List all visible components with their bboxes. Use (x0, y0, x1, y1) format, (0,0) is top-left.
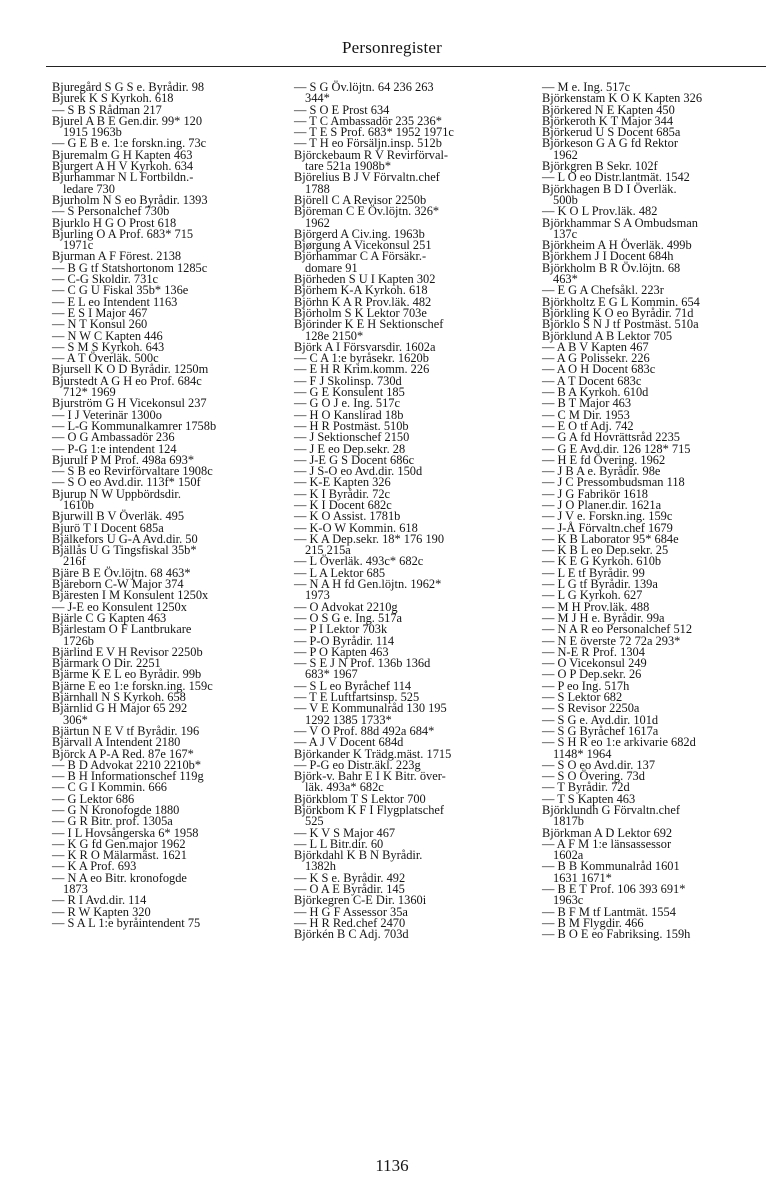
register-entry-line: — A B V Kapten 467 (542, 339, 649, 354)
register-entry-line: Bjärlestam O F Lantbrukare (52, 622, 192, 637)
register-entry-line: Bjärne E eo 1:e forskn.ing. 159c (52, 678, 213, 693)
register-entry-line: 306* (63, 712, 88, 727)
register-entry-line: — O Vicekonsul 249 (542, 656, 647, 671)
register-entry-line: — J V e. Forskn.ing. 159c (542, 509, 673, 524)
register-entry-line: — G N Kronofogde 1880 (52, 803, 180, 817)
register-entry-line: Björkblom T S Lektor 700 (294, 791, 426, 806)
register-entry-line: — S M S Kyrkoh. 643 (52, 339, 165, 354)
register-entry-line: — M J H e. Byrådir. 99a (542, 610, 665, 625)
register-entry-line: Björkholtz E G L Kommin. 654 (542, 294, 700, 309)
register-entry-line: Bjurwill B V Överläk. 495 (52, 509, 185, 524)
register-entry-line: — N A R eo Personalchef 512 (542, 622, 693, 637)
register-entry-line: Björkheim A H Överläk. 499b (542, 238, 692, 253)
register-entry-line: 1788 (305, 181, 330, 196)
register-entry-line: — K R O Mälarmäst. 1621 (52, 848, 187, 863)
register-entry-line: Bjurel A B E Gen.dir. 99* 120 (52, 113, 203, 128)
register-entry-line: Bjärle C G Kapten 463 (52, 610, 167, 625)
register-entry-line: Björkegren C-E Dir. 1360i (294, 893, 427, 908)
register-entry-line: — A T Överläk. 500c (52, 351, 159, 366)
register-entry-line: — V O Prof. 88d 492a 684* (294, 723, 435, 738)
register-entry-line: Bjurulf P M Prof. 498a 693* (52, 452, 195, 467)
register-entry-line: — A F M 1:e länsassessor (542, 836, 672, 851)
register-entry-line: — C-G Skoldir. 731c (52, 272, 159, 287)
register-entry-line: — L Överläk. 493c* 682c (294, 554, 424, 569)
register-entry-line: 1915 1963b (63, 125, 122, 140)
register-entry-line: Bjurling O A Prof. 683* 715 (52, 226, 194, 241)
register-entry-line: — S E J N Prof. 136b 136d (294, 656, 431, 671)
register-column-3 (542, 82, 778, 941)
register-entry-line: Björkered N E Kapten 450 (542, 102, 675, 117)
register-entry-line: Bjurström G H Vicekonsul 237 (52, 396, 207, 411)
register-entry-line: — S G e. Avd.dir. 101d (542, 712, 659, 727)
register-entry-line: Björkhammar S A Ombudsman (542, 215, 698, 230)
register-entry-line: Bjurklo H G O Prost 618 (52, 215, 177, 230)
register-entry-line: — S Revisor 2250a (542, 701, 640, 716)
register-entry-line: Bjälkefors U G-A Avd.dir. 50 (52, 531, 198, 546)
register-entry-line: — I J Veterinär 1300o (52, 407, 162, 422)
register-entry-line: — L E tf Byrådir. 99 (542, 565, 645, 580)
register-entry-line: — S O E Prost 634 (294, 102, 390, 117)
register-entry-line: — J E eo Dep.sekr. 28 (294, 441, 406, 456)
register-entry-line: 1963c (553, 893, 584, 908)
register-entry-line: — H R Red.chef 2470 (294, 915, 406, 930)
register-entry-line: Bjurman A F Förest. 2138 (52, 249, 182, 264)
register-entry-line: 137c (553, 226, 578, 241)
register-entry-line: — B F M tf Lantmät. 1554 (542, 904, 676, 919)
register-entry-line: — S G Byråchef 1617a (542, 723, 659, 738)
register-entry-line: Björkeson G A G fd Rektor (542, 136, 678, 151)
register-entry-line: Bjurholm N S eo Byrådir. 1393 (52, 192, 208, 207)
register-entry-line: — P-O Byrådir. 114 (294, 633, 395, 648)
register-entry-line: — J C Pressombudsman 118 (542, 475, 685, 490)
register-entry-line: Björkerud U S Docent 685a (542, 125, 681, 140)
register-entry-line: Björkgren B Sekr. 102f (542, 159, 658, 174)
register-entry-line: Björholm S K Lektor 703e (294, 305, 427, 320)
register-entry-line: 683* 1967 (305, 667, 358, 682)
register-entry-line: — E S I Major 467 (52, 305, 148, 320)
register-column-1 (52, 82, 288, 929)
register-entry-line: — S G Öv.löjtn. 64 236 263 (294, 80, 434, 94)
register-entry-line: Bjäre B E Öv.löjtn. 68 463* (52, 565, 191, 580)
register-entry-line: Bjärtun N E V tf Byrådir. 196 (52, 723, 200, 738)
register-entry-line: — J B A e. Byrådir. 98e (542, 464, 661, 479)
register-entry-line: 1382h (305, 859, 336, 874)
register-entry-line: — K O Assist. 1781b (294, 509, 401, 524)
register-entry-line: Björgerd A Civ.ing. 1963b (294, 226, 425, 241)
register-entry-line: 344* (305, 91, 330, 106)
register-entry-line: — J S-O eo Avd.dir. 150d (294, 464, 423, 479)
register-entry-line: — S O eo Avd.dir. 137 (542, 757, 656, 772)
register-entry-line: — G E Avd.dir. 126 128* 715 (542, 441, 691, 456)
register-entry-line: Björinder K E H Sektionschef (294, 317, 444, 332)
register-entry-line: Björkhem J I Docent 684h (542, 249, 674, 264)
register-entry-line: — T E Luftfartsinsp. 525 (294, 690, 420, 705)
register-entry-line: läk. 493a* 682c (305, 780, 384, 795)
register-entry-line: Bjurhammar N L Fortbildn.- (52, 170, 194, 185)
register-entry-line: — E L eo Intendent 1163 (52, 294, 178, 309)
register-entry-line: Bjällås U G Tingsfiskal 35b* (52, 543, 197, 558)
register-entry-line: — K O L Prov.läk. 482 (542, 204, 658, 219)
register-entry-line: — G Lektor 686 (52, 791, 135, 806)
register-entry-line: Björkeroth K T Major 344 (542, 113, 674, 128)
register-entry-line: — S Personalchef 730b (52, 204, 170, 219)
register-entry-line: Björhem K-A Kyrkoh. 618 (294, 283, 428, 298)
header-rule (46, 66, 766, 67)
register-entry-line: — J-E eo Konsulent 1250x (52, 599, 187, 614)
register-entry-line: Bjärnhall N S Kyrkoh. 658 (52, 690, 186, 705)
register-entry-line: Björhn K A R Prov.läk. 482 (294, 294, 432, 309)
register-entry-line: — K G fd Gen.major 1962 (52, 836, 186, 851)
register-entry-line: — N A eo Bitr. kronofogde (52, 870, 187, 885)
register-entry-line: — V E Kommunalråd 130 195 (294, 701, 447, 716)
register-entry-line: 1973 (305, 588, 330, 603)
register-entry-line: Björkholm B R Öv.löjtn. 68 (542, 260, 681, 275)
register-entry-line: — T S Kapten 463 (542, 791, 636, 806)
register-entry-line: — R I Avd.dir. 114 (52, 893, 147, 908)
register-entry-line: — N A H fd Gen.löjtn. 1962* (294, 577, 442, 592)
register-entry-line: Björkander K Trädg.mäst. 1715 (294, 746, 452, 761)
register-entry-line: Bjurek K S Kyrkoh. 618 (52, 91, 174, 106)
register-entry-line: — O Advokat 2210g (294, 599, 398, 614)
register-entry-line: — B O E eo Fabriksing. 159h (542, 927, 691, 942)
register-entry-line: — G E Konsulent 185 (294, 385, 405, 400)
register-entry-line: Bjärlind E V H Revisor 2250b (52, 644, 203, 659)
register-entry-line: 1148* 1964 (553, 746, 612, 761)
register-entry-line: 215 215a (305, 543, 351, 558)
register-entry-line: — P eo Ing. 517h (542, 678, 630, 693)
register-entry-line: — L A Lektor 685 (294, 565, 386, 580)
register-entry-line: — G A fd Hovrättsråd 2235 (542, 430, 681, 445)
register-entry-line: Bjuremalm G H Kapten 463 (52, 147, 193, 162)
register-entry-line: 463* (553, 272, 578, 287)
register-entry-line: — M H Prov.läk. 488 (542, 599, 650, 614)
register-entry-line: — J-E G S Docent 686c (294, 452, 415, 467)
register-entry-line: Björklo S N J tf Postmäst. 510a (542, 317, 699, 332)
register-entry-line: — O P Dep.sekr. 26 (542, 667, 642, 682)
register-entry-line: Björhammar C A Försäkr.- (294, 249, 427, 264)
register-entry-line: — O S G e. Ing. 517a (294, 610, 403, 625)
register-entry-line: 1971c (63, 238, 94, 253)
register-entry-line: domare 91 (305, 260, 358, 275)
register-entry-line: — S H R eo 1:e arkivarie 682d (542, 735, 696, 750)
register-entry-line: — R W Kapten 320 (52, 904, 151, 919)
register-entry-line: — K-E Kapten 326 (294, 475, 391, 490)
register-entry-line: — N-E R Prof. 1304 (542, 644, 645, 659)
register-entry-line: — T H eo Försäljn.insp. 512b (294, 136, 442, 151)
register-entry-line: — B M Flygdir. 466 (542, 915, 644, 930)
register-entry-line: — E O tf Adj. 742 (542, 418, 634, 433)
register-entry-line: — C G U Fiskal 35b* 136e (52, 283, 189, 298)
register-entry-line: — B H Informationschef 119g (52, 769, 204, 784)
register-entry-line: — L L Bitr.dir. 60 (294, 836, 384, 851)
register-entry-line: Bjärmark O Dir. 2251 (52, 656, 161, 671)
register-entry-line: — S O eo Avd.dir. 113f* 150f (52, 475, 201, 490)
register-entry-line: — O A E Byrådir. 145 (294, 882, 405, 897)
register-entry-line: 128e 2150* (305, 328, 364, 343)
register-entry-line: Björklund A B Lektor 705 (542, 328, 673, 343)
register-entry-line: Bjurstedt A G H eo Prof. 684c (52, 373, 202, 388)
register-entry-line: — C A 1:e byråsekr. 1620b (294, 351, 429, 366)
register-entry-line: — G O J e. Ing. 517c (294, 396, 400, 411)
register-entry-line: — H E fd Övering. 1962 (542, 452, 666, 467)
register-entry-line: 712* 1969 (63, 385, 116, 400)
register-entry-line: 1292 1385 1733* (305, 712, 392, 727)
register-entry-line: Björkenstam K O K Kapten 326 (542, 91, 703, 106)
register-entry-line: — J O Planer.dir. 1621a (542, 497, 662, 512)
register-entry-line: Björkhagen B D I Överläk. (542, 181, 677, 196)
register-entry-line: Bjärnlid G H Major 65 292 (52, 701, 188, 716)
register-entry-line: 1602a (553, 848, 584, 863)
register-entry-line: — G R Bitr. prof. 1305a (52, 814, 173, 829)
register-entry-line: 1817b (553, 814, 584, 829)
register-entry-line: — J G Fabrikör 1618 (542, 486, 649, 501)
register-entry-line: Bjørgung A Vicekonsul 251 (294, 238, 432, 253)
register-entry-line: — L G tf Byrådir. 139a (542, 577, 658, 592)
register-entry-line: — L-G Kommunalkamrer 1758b (52, 418, 217, 433)
register-entry-line: — N T Konsul 260 (52, 317, 148, 332)
register-entry-line: — B G tf Statshortonom 1285c (52, 260, 208, 275)
register-entry-line: — K-O W Kommin. 618 (294, 520, 418, 535)
register-entry-line: 1726b (63, 633, 94, 648)
register-entry-line: Björk A I Försvarsdir. 1602a (294, 339, 436, 354)
register-entry-line: — B T Major 463 (542, 396, 632, 411)
register-entry-line: — F J Skolinsp. 730d (294, 373, 402, 388)
register-entry-line: Björklundh G Förvaltn.chef (542, 803, 680, 817)
register-entry-line: — E H R Krim.komm. 226 (294, 362, 430, 377)
register-entry-line: 1873 (63, 882, 88, 897)
page-title: Personregister (341, 38, 443, 57)
register-entry-line: Björkbom K F I Flygplatschef (294, 803, 445, 817)
register-entry-line: — K A Prof. 693 (52, 859, 137, 874)
register-entry-line: Björheden S U I Kapten 302 (294, 272, 436, 287)
register-entry-line: — K I Docent 682c (294, 497, 392, 512)
register-entry-line: 1631 1671* (553, 870, 612, 885)
register-entry-line: Bjurö T I Docent 685a (52, 520, 164, 535)
register-entry-line: — K V S Major 467 (294, 825, 396, 840)
register-entry-line: Bjurgert A H V Kyrkoh. 634 (52, 159, 194, 174)
register-entry-line: — A J V Docent 684d (294, 735, 404, 750)
register-entry-line: 1610b (63, 497, 94, 512)
register-entry-line: Björelius B J V Förvaltn.chef (294, 170, 440, 185)
register-entry-line: — P-G eo Distr.äkl. 223g (294, 757, 421, 772)
register-entry-line: 216f (63, 554, 86, 569)
register-entry-line: Björeman C E Öv.löjtn. 326* (294, 204, 440, 219)
register-entry-line: — S O Övering. 73d (542, 769, 645, 784)
page-number: 1136 (375, 1156, 409, 1175)
register-entry-line: Björckebaum R V Revirförval- (294, 147, 449, 162)
register-entry-line: — G E B e. 1:e forskn.ing. 73c (52, 136, 207, 151)
register-entry-line: ledare 730 (63, 181, 115, 196)
register-entry-line: Björkman A D Lektor 692 (542, 825, 673, 840)
register-entry-line: — K B L eo Dep.sekr. 25 (542, 543, 669, 558)
register-entry-line: — T E S Prof. 683* 1952 1971c (294, 125, 454, 140)
register-entry-line: tare 521a 1908b* (305, 159, 392, 174)
register-entry-line: — S A L 1:e byråintendent 75 (52, 915, 201, 930)
register-entry-line: — S Lektor 682 (542, 690, 623, 705)
register-entry-line: — A T Docent 683c (542, 373, 642, 388)
register-entry-line: Björk-v. Bahr E I K Bitr. över- (294, 769, 446, 784)
register-entry-line: — B E T Prof. 106 393 691* (542, 882, 686, 897)
register-entry-line: Bjuregård S G S e. Byrådir. 98 (52, 80, 205, 94)
register-column-2 (294, 82, 530, 941)
register-entry-line: Björck A P-A Red. 87e 167* (52, 746, 194, 761)
register-entry-line: — K S e. Byrådir. 492 (294, 870, 406, 885)
register-entry-line: — P-G 1:e intendent 124 (52, 441, 177, 456)
register-entry-line: — E G A Chefsåkl. 223r (542, 283, 664, 298)
register-entry-line: Bjärme K E L eo Byrådir. 99b (52, 667, 202, 682)
register-entry-line: — H G F Assessor 35a (294, 904, 408, 919)
register-entry-line: 500b (553, 192, 578, 207)
register-entry-line: — B D Advokat 2210 2210b* (52, 757, 202, 772)
register-entry-line: Bjurup N W Uppbördsdir. (52, 486, 181, 501)
register-entry-line: — L O eo Distr.lantmät. 1542 (542, 170, 690, 185)
register-entry-line: — K B Laborator 95* 684e (542, 531, 679, 546)
register-entry-line: — I L Hovsångerska 6* 1958 (52, 825, 199, 840)
register-entry-line: Bjärvall A Intendent 2180 (52, 735, 181, 750)
register-entry-line: — H O Kanslirad 18b (294, 407, 404, 422)
register-entry-line: 1962 (305, 215, 330, 230)
register-entry-line: Björell C A Revisor 2250b (294, 192, 427, 207)
register-entry-line: — P I Lektor 703k (294, 622, 388, 637)
register-entry-line: — J-Å Förvaltn.chef 1679 (542, 520, 673, 535)
register-entry-line: Björkling K O eo Byrådir. 71d (542, 305, 694, 320)
register-entry-line: 525 (305, 814, 324, 829)
register-entry-line: Björkén B C Adj. 703d (294, 927, 409, 942)
register-entry-line: — N W C Kapten 446 (52, 328, 163, 343)
register-entry-line: — S L eo Byråchef 114 (294, 678, 412, 693)
register-entry-line: — H R Postmäst. 510b (294, 418, 409, 433)
register-entry-line: — S B S Rådman 217 (52, 102, 162, 117)
register-entry-line: — B A Kyrkoh. 610d (542, 385, 649, 400)
register-entry-line: — P O Kapten 463 (294, 644, 389, 659)
register-entry-line: — L G Kyrkoh. 627 (542, 588, 643, 603)
register-entry-line: Bjursell K O D Byrådir. 1250m (52, 362, 209, 377)
register-entry-line: 1962 (553, 147, 578, 162)
register-entry-line: — A G Polissekr. 226 (542, 351, 650, 366)
register-entry-line: — M e. Ing. 517c (542, 80, 631, 94)
register-entry-line: — S B eo Revirförvaltare 1908c (52, 464, 213, 479)
register-entry-line: — A O H Docent 683c (542, 362, 656, 377)
register-entry-line: — C G I Kommin. 666 (52, 780, 167, 795)
register-entry-line: — N E överste 72 72a 293* (542, 633, 681, 648)
register-entry-line: Björkdahl K B N Byrådir. (294, 848, 423, 863)
register-entry-line: — K E G Kyrkoh. 610b (542, 554, 662, 569)
register-entry-line: Bjäreborn C-W Major 374 (52, 577, 184, 592)
register-entry-line: Bjäresten I M Konsulent 1250x (52, 588, 209, 603)
register-entry-line: — J Sektionschef 2150 (294, 430, 410, 445)
register-entry-line: — B B Kommunalråd 1601 (542, 859, 680, 874)
register-entry-line: — C M Dir. 1953 (542, 407, 630, 422)
register-entry-line: — O G Ambassadör 236 (52, 430, 175, 445)
register-entry-line: — T C Ambassadör 235 236* (294, 113, 442, 128)
register-entry-line: — K A Dep.sekr. 18* 176 190 (294, 531, 445, 546)
register-entry-line: — T Byrådir. 72d (542, 780, 630, 795)
register-entry-line: — K I Byrådir. 72c (294, 486, 391, 501)
